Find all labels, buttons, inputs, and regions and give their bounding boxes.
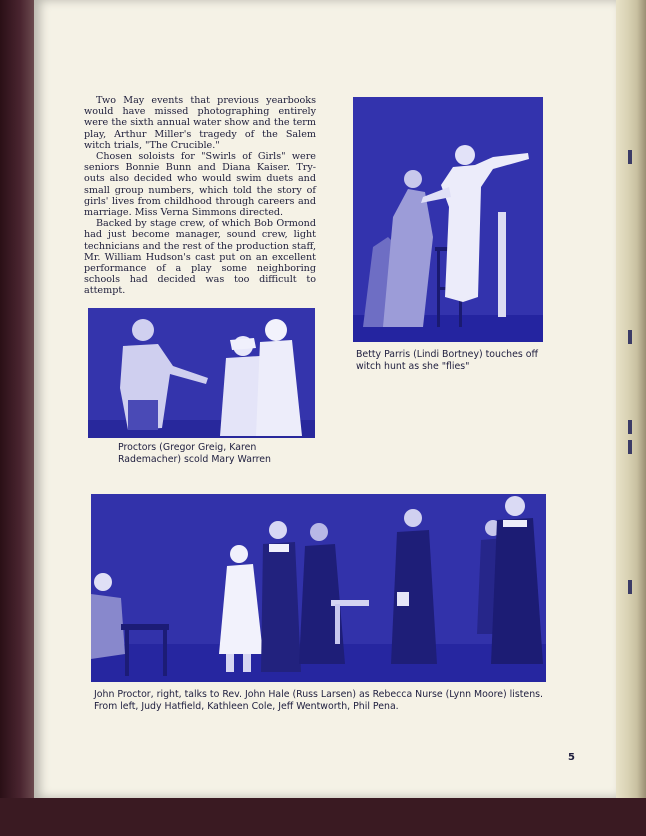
article-paragraph-3: Backed by stage crew, of which Bob Ormond had just become manager, sound crew, light technicians and the rest of the production staff, Mr. William Hudson's cast put on an excellent performance of a play some neighboring schools had decided was too difficult to attempt. bbox=[84, 218, 316, 297]
photo-proctors bbox=[88, 308, 315, 438]
photo-ensemble bbox=[91, 494, 546, 682]
article-paragraph-1: Two May events that previous yearbooks would have missed photographing entirely were the sixth annual water show and the term play, Arthur Miller's tragedy of the Salem witch trials, "The Crucible." bbox=[84, 95, 316, 151]
caption-proctors: Proctors (Gregor Greig, Karen Rademacher) scold Mary Warren bbox=[118, 442, 271, 465]
article-text bbox=[84, 95, 316, 297]
page-stack-edge bbox=[616, 0, 646, 798]
photo-witch-hunt bbox=[353, 97, 543, 342]
binding-edge bbox=[0, 0, 34, 836]
caption-ensemble: John Proctor, right, talks to Rev. John Hale (Russ Larsen) as Rebecca Nurse (Lynn Moore) listens. From left, Judy Hatfield, Kathleen Cole, Jeff Wentworth, Phil Pena. bbox=[94, 689, 544, 712]
page-number: 5 bbox=[568, 752, 575, 763]
article-paragraph-2: Chosen soloists for "Swirls of Girls" were seniors Bonnie Bunn and Diana Kaiser. Try-outs also decided who would swim duets and small group numbers, which told the story of girls' lives from childhood through careers and marriage. Miss Verna Simmons directed. bbox=[84, 151, 316, 219]
background-bottom bbox=[0, 798, 646, 836]
caption-witch-hunt: Betty Parris (Lindi Bortney) touches off witch hunt as she "flies" bbox=[356, 349, 538, 372]
